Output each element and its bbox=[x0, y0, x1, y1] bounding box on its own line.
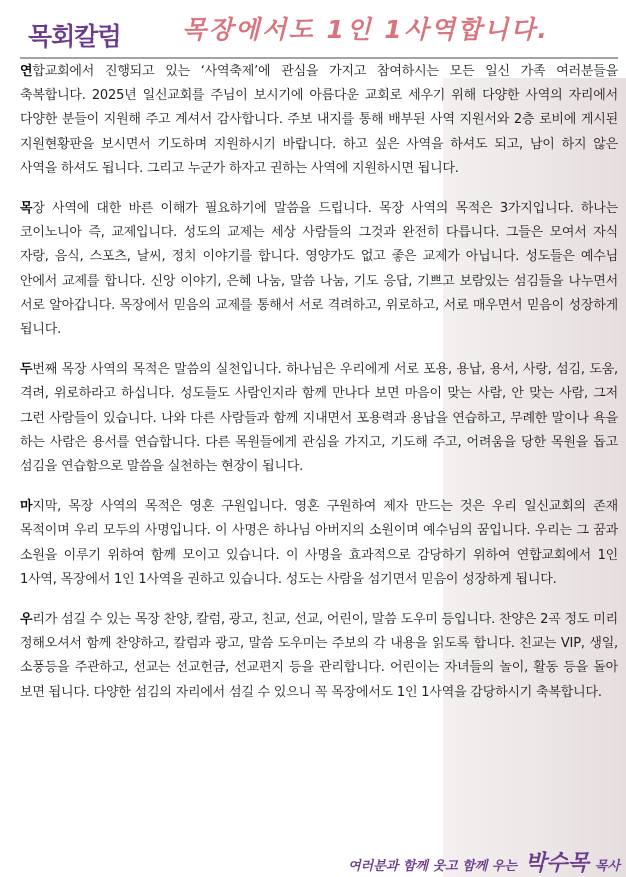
paragraph-lead-letter: 두 bbox=[20, 362, 33, 378]
author-signature bbox=[348, 846, 620, 877]
paragraph-text: 지막, 목장 사역의 목적은 영혼 구원입니다. 영혼 구원하여 제자 만드는 것은 우리 일신교회의 존재 목적이며 우리 모두의 사명입니다. 이 사명은 하나님 아버지의 소원이며 예수님의 꿈입니다. 우리는 그 꿈과 소원을 이루기 위하여 함께 모이고 있습니다. 이 사명을 효과적으로 감당하기 위하여 연합교회에서 1인 1사역, 목장에서 1인 1사역을 권하고 있습니다. 성도는 사람을 섬기면서 믿음이 성장하게 됩니다. bbox=[20, 499, 618, 587]
signature-tagline: 여러분과 함께 웃고 함께 우는 bbox=[348, 859, 517, 874]
column-header bbox=[0, 0, 626, 58]
pastor-title: 목사 bbox=[594, 859, 620, 874]
paragraph-4 bbox=[20, 495, 618, 592]
paragraph-2 bbox=[20, 197, 618, 342]
paragraph-lead-letter: 연 bbox=[20, 64, 33, 79]
paragraph-lead-letter: 우 bbox=[20, 612, 33, 628]
paragraph-text: 장 사역에 대한 바른 이해가 필요하기에 말씀을 드립니다. 목장 사역의 목적은 3가지입니다. 하나는 코이노니아 즉, 교제입니다. 성도의 교제는 세상 사람들의 그것과 완전히 다릅니다. 그들은 모여서 자식 자랑, 음식, 스포츠, 날씨, 정치 이야기를 합니다. 영양가도 없고 좋은 교제가 아닙니다. 성도들은 예수님 안에서 교제를 합니다. 신앙 이야기, 은혜 나눔, 말씀 나눔, 기도 응답, 기쁘고 보람있는 섬김들을 나누면서 서로 알아갑니다. 목장에서 믿음의 교제를 통해서 서로 격려하고, 위로하고, 서로 매우면서 믿음이 성장하게 됩니다. bbox=[20, 201, 618, 338]
paragraph-lead-letter: 마 bbox=[20, 499, 33, 515]
paragraph-text: 합교회에서 진행되고 있는 ‘사역축제’에 관심을 가지고 참여하시는 모든 일신 가족 여러분들을 축복합니다. 2025년 일신교회를 주님이 보시기에 아름다운 교회로 세우기 위해 다양한 사역의 자리에서 다양한 분들이 지원해 주고 계셔서 감사합니다. 주보 내지를 통해 배부된 사역 지원서와 2층 로비에 게시된 지원현황판을 보시면서 기도하며 지원하시기 바랍니다. 하고 싶은 사역을 하셔도 되고, 남이 하지 않은 사역을 하셔도 됩니다. 그리고 누군가 하자고 권하는 사역에 지원하시면 됩니다. bbox=[20, 64, 618, 176]
paragraph-5 bbox=[20, 608, 618, 705]
paragraph-1 bbox=[20, 60, 618, 181]
paragraph-lead-letter: 목 bbox=[20, 201, 33, 217]
header-divider bbox=[20, 57, 618, 59]
paragraph-3 bbox=[20, 358, 618, 479]
pastor-name: 박수목 bbox=[525, 851, 589, 876]
paragraph-text: 번째 목장 사역의 목적은 말씀의 실천입니다. 하나님은 우리에게 서로 포용, 용납, 용서, 사랑, 섬김, 도움, 격려, 위로하라고 하십니다. 성도들도 사람인지라 함께 만나다 보면 마음이 맞는 사람, 안 맞는 사람, 그저 그런 사람들이 있습니다. 나와 다른 사람들과 함께 지내면서 포용력과 용납을 연습하고, 무례한 말이나 욕을 하는 사람은 용서를 연습합니다. 다른 목원들에게 관심을 가지고, 기도해 주고, 어려움을 당한 목원을 돕고 섬김을 연습함으로 말씀을 실천하는 현장이 됩니다. bbox=[20, 362, 618, 475]
column-headline: 목장에서도 1인 1사역합니다. bbox=[182, 15, 550, 44]
column-name: 목회칼럼 bbox=[28, 22, 121, 51]
paragraph-text: 리가 섬길 수 있는 목장 찬양, 칼럼, 광고, 친교, 선교, 어린이, 말씀 도우미 등입니다. 찬양은 2곡 정도 미리 정해오셔서 함께 찬양하고, 칼럼과 광고, 말씀 도우미는 주보의 각 내용을 읽도록 합니다. 친교는 VIP, 생일, 소풍등을 주관하고, 선교는 선교헌금, 선교편지 등을 관리합니다. 어린이는 자녀들의 놀이, 활동 등을 돌아 보면 됩니다. 다양한 섬김의 자리에서 섬길 수 있으니 꼭 목장에서도 1인 1사역을 감당하시기 축복합니다. bbox=[20, 612, 618, 700]
column-body bbox=[20, 60, 618, 721]
